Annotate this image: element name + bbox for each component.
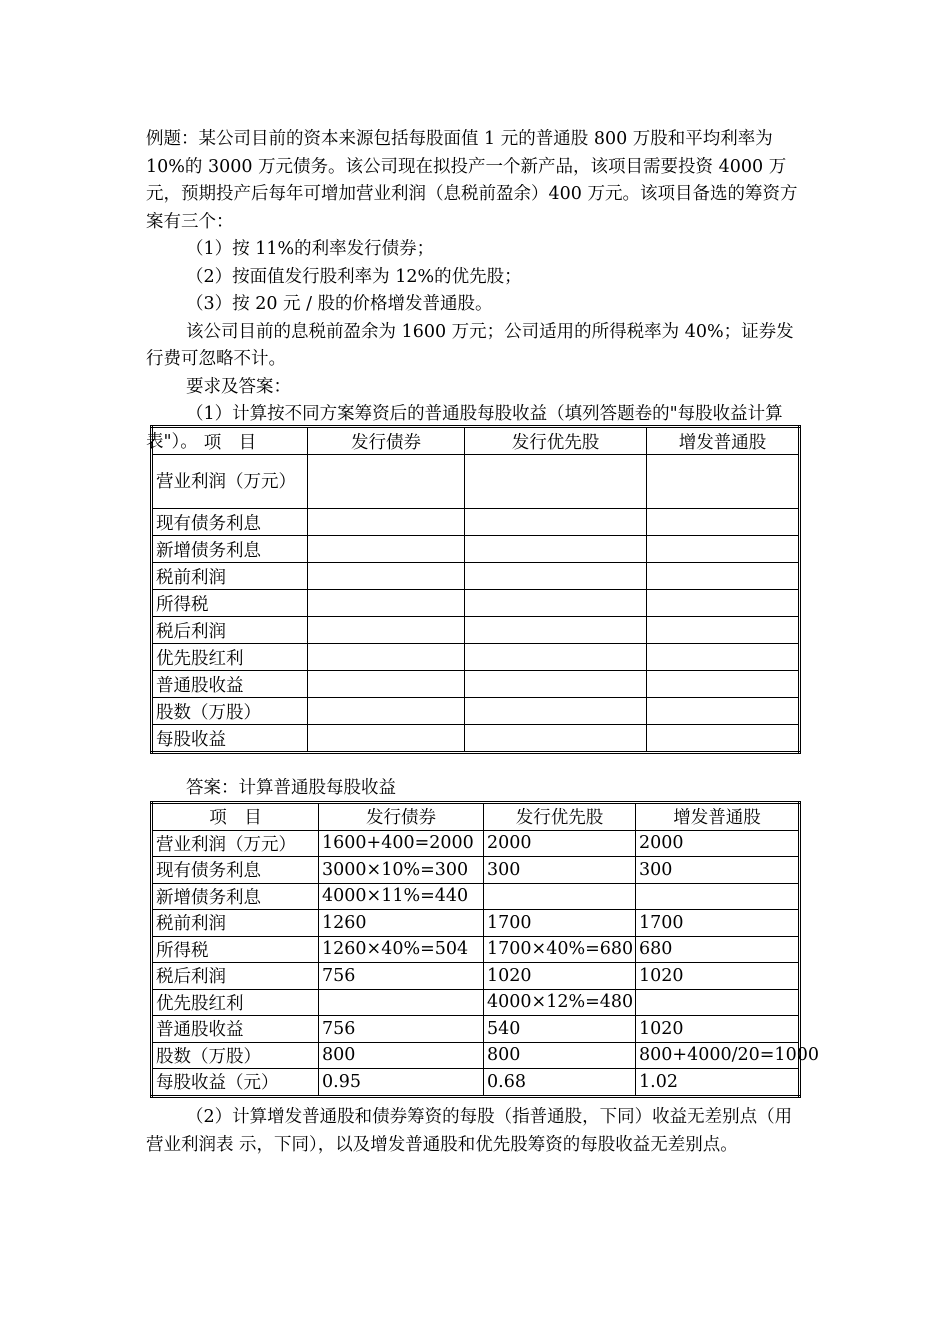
cell: 1600+400=2000 [319, 830, 484, 857]
header-common: 增发普通股 [647, 427, 800, 455]
row-label: 税前利润 [152, 910, 319, 937]
header-common: 增发普通股 [636, 803, 800, 831]
row-label: 税后利润 [152, 963, 319, 990]
cell [465, 455, 647, 509]
cell [465, 509, 647, 536]
row-label: 优先股红利 [152, 989, 319, 1016]
row-label: 股数（万股） [152, 698, 308, 725]
table-row [152, 910, 800, 937]
cell [465, 617, 647, 644]
cell [308, 509, 465, 536]
cell [465, 536, 647, 563]
answer-eps-table [150, 801, 819, 1098]
row-label: 优先股红利 [152, 644, 308, 671]
cell [636, 989, 800, 1016]
answer-title: 答案：计算普通股每股收益 [186, 778, 396, 798]
table-row [152, 644, 800, 671]
table-row [152, 857, 800, 884]
row-label: 所得税 [152, 590, 308, 617]
row-label: 新增债务利息 [152, 536, 308, 563]
cell [465, 671, 647, 698]
cell: 4000×11%=440 [319, 883, 484, 910]
cell [647, 509, 800, 536]
cell [647, 725, 800, 753]
cell: 0.95 [319, 1069, 484, 1097]
cell [647, 590, 800, 617]
blank-eps-table [150, 425, 801, 754]
cell [308, 644, 465, 671]
cell: 680 [636, 936, 800, 963]
table-row [152, 883, 800, 910]
cell [308, 698, 465, 725]
cell: 300 [636, 857, 800, 884]
note-paragraph: 该公司目前的息税前盈余为 1600 万元；公司适用的所得税率为 40%；证券发行费可忽略不计。 [146, 321, 794, 369]
cell: 800 [319, 1042, 484, 1069]
cell: 4000×12%=480 [484, 989, 636, 1016]
table-row [152, 1016, 800, 1043]
cell: 2000 [636, 830, 800, 857]
cell [484, 883, 636, 910]
cell: 1260 [319, 910, 484, 937]
table-row [152, 509, 800, 536]
cell: 1.02 [636, 1069, 800, 1097]
table-row [152, 1042, 800, 1069]
row-label: 所得税 [152, 936, 319, 963]
cell [647, 536, 800, 563]
row-label: 新增债务利息 [152, 883, 319, 910]
row-label: 税后利润 [152, 617, 308, 644]
table-header-row [152, 427, 800, 455]
table-header-row [152, 803, 800, 831]
intro-paragraph: 例题：某公司目前的资本来源包括每股面值 1 元的普通股 800 万股和平均利率为 10%的 3000 万元债务。该公司现在拟投产一个新产品，该项目需要投资 4000 万元，预期投产后每年可增加营业利润（息税前盈余）400 万元。该项目备选的筹资方案有三个： [146, 129, 798, 232]
cell: 0.68 [484, 1069, 636, 1097]
table-row [152, 590, 800, 617]
cell [465, 698, 647, 725]
cell: 1260×40%=504 [319, 936, 484, 963]
table-row [152, 936, 800, 963]
cell [647, 671, 800, 698]
cell [647, 455, 800, 509]
row-label: 营业利润（万元） [152, 455, 308, 509]
table-row [152, 563, 800, 590]
cell [308, 617, 465, 644]
cell: 300 [484, 857, 636, 884]
cell [308, 455, 465, 509]
row-label: 现有债务利息 [152, 509, 308, 536]
row-label: 现有债务利息 [152, 857, 319, 884]
table-row [152, 455, 800, 509]
cell: 540 [484, 1016, 636, 1043]
question-2-section [146, 1104, 806, 1159]
option-1: （1）按 11%的利率发行债券； [186, 239, 435, 259]
header-bond: 发行债券 [308, 427, 465, 455]
table-row [152, 1069, 800, 1097]
cell [647, 617, 800, 644]
question-1: （1）计算按不同方案筹资后的普通股每股收益（填列答题卷的"每股收益计算表"）。 [146, 404, 783, 452]
cell: 800 [484, 1042, 636, 1069]
intro-section [146, 126, 806, 456]
cell: 1700 [636, 910, 800, 937]
header-preferred: 发行优先股 [484, 803, 636, 831]
row-label: 营业利润（万元） [152, 830, 319, 857]
cell [319, 989, 484, 1016]
row-label: 股数（万股） [152, 1042, 319, 1069]
cell [465, 563, 647, 590]
cell: 1700 [484, 910, 636, 937]
cell [465, 590, 647, 617]
question-2: （2）计算增发普通股和债券筹资的每股（指普通股，下同）收益无差别点（用营业利润表 示，下同），以及增发普通股和优先股筹资的每股收益无差别点。 [146, 1107, 793, 1155]
cell: 2000 [484, 830, 636, 857]
option-2: （2）按面值发行股利率为 12%的优先股； [186, 266, 522, 287]
cell [647, 563, 800, 590]
header-item: 项 目 [152, 427, 308, 455]
cell [308, 590, 465, 617]
option-3: （3）按 20 元 / 股的价格增发普通股。 [186, 294, 493, 314]
table-row [152, 963, 800, 990]
table-row [152, 698, 800, 725]
cell [647, 644, 800, 671]
cell: 1020 [484, 963, 636, 990]
row-label: 普通股收益 [152, 671, 308, 698]
header-bond: 发行债券 [319, 803, 484, 831]
table-row [152, 536, 800, 563]
table-row [152, 617, 800, 644]
requirement-label: 要求及答案： [186, 376, 291, 397]
cell [308, 536, 465, 563]
header-preferred: 发行优先股 [465, 427, 647, 455]
cell [308, 671, 465, 698]
cell: 3000×10%=300 [319, 857, 484, 884]
cell: 1020 [636, 963, 800, 990]
cell: 756 [319, 1016, 484, 1043]
row-label: 普通股收益 [152, 1016, 319, 1043]
header-item: 项 目 [152, 803, 319, 831]
cell: 800+4000/20=1000 [636, 1042, 800, 1069]
table-row [152, 725, 800, 753]
table-row [152, 671, 800, 698]
table-row [152, 989, 800, 1016]
cell [465, 725, 647, 753]
cell: 1020 [636, 1016, 800, 1043]
cell [647, 698, 800, 725]
cell [308, 725, 465, 753]
cell: 1700×40%=680 [484, 936, 636, 963]
cell [308, 563, 465, 590]
row-label: 税前利润 [152, 563, 308, 590]
row-label: 每股收益（元） [152, 1069, 319, 1097]
cell [465, 644, 647, 671]
table-row [152, 830, 800, 857]
cell: 756 [319, 963, 484, 990]
cell [636, 883, 800, 910]
row-label: 每股收益 [152, 725, 308, 753]
